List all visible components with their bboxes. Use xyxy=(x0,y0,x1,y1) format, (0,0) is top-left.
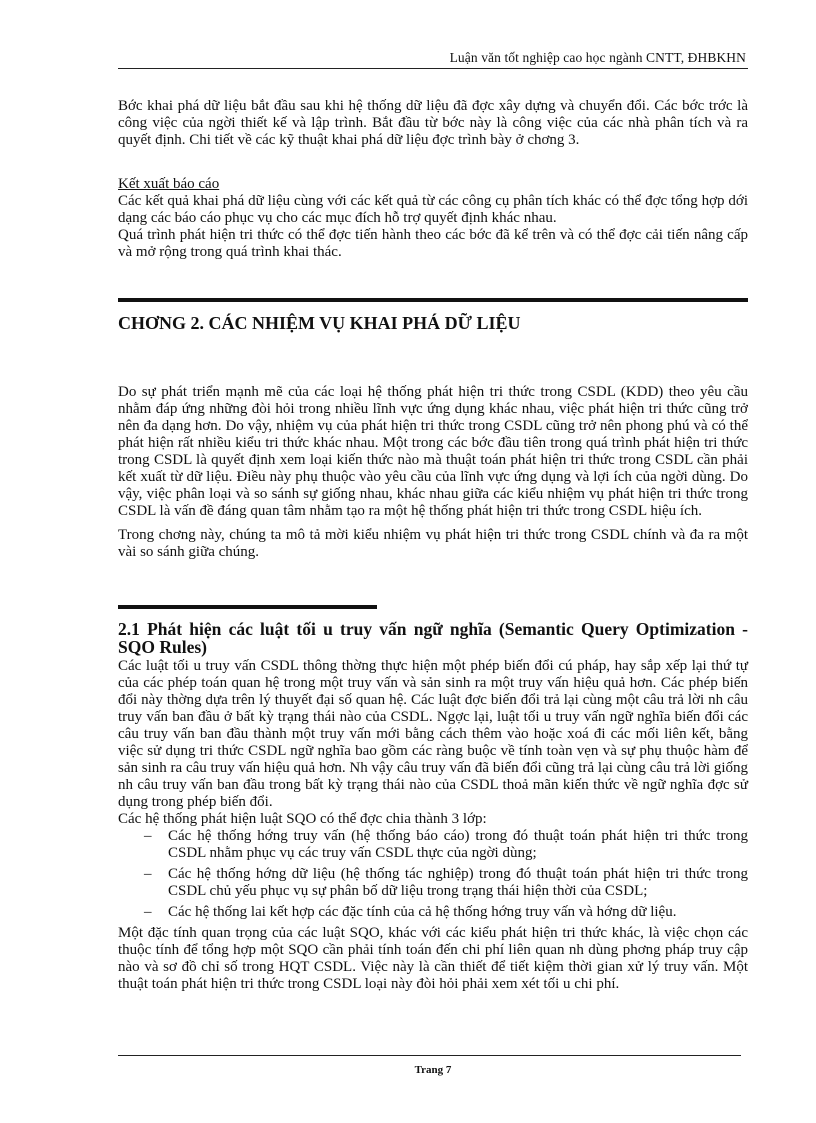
chapter-intro xyxy=(118,384,748,561)
section-title: 2.1 Phát hiện các luật tối u truy vấn ngữ nghĩa (Semantic Query Optimization - SQO Rules) xyxy=(118,619,748,657)
chapter-intro-text: Do sự phát triển mạnh mẽ của các loại hệ thống phát hiện tri thức trong CSDL (KDD) theo yêu cầu nhằm đáp ứng những đòi hỏi trong nhiều lĩnh vực ứng dụng khác nhau, việc phát hiện tri thức cũng trở nên đa dạng hơn. Do vậy, nhiệm vụ của phát hiện tri thức trong CSDL cũng trở nên phong phú và có thể phát hiện rất nhiều kiểu tri thức khác nhau. Một trong các bớc đầu tiên trong quá trình phát hiện tri thức trong CSDL là quyết định xem loại kiến thức nào mà thuật toán phát hiện tri thức trong CSDL cần phải kết xuất từ dữ liệu. Điều này phụ thuộc vào yêu cầu của lĩnh vực ứng dụng và lợi ích của ngời dùng. Do vậy, việc phân loại và so sánh sự giống nhau, khác nhau giữa các kiểu nhiệm vụ phát hiện tri thức trong CSDL là vấn đề đáng quan tâm nhằm tạo ra một hệ thống phát hiện tri thức trong CSDL hiệu ích. xyxy=(118,384,748,519)
intro-text: Bớc khai phá dữ liệu bắt đầu sau khi hệ thống dữ liệu đã đợc xây dựng và chuyển đổi. Các bớc trớc là công việc của ngời thiết kế và lập trình. Bắt đầu từ bớc này là công việc của các nhà phân tích và ra quyết định. Chi tiết về các kỹ thuật khai phá dữ liệu đợc trình bày ở chơng 3. xyxy=(118,98,748,148)
report-section xyxy=(118,176,748,261)
list-item: – Các hệ thống hớng truy vấn (hệ thống báo cáo) trong đó thuật toán phát hiện tri thức trong CSDL nhằm phục vụ các truy vấn CSDL thực của ngời dùng; xyxy=(144,828,748,861)
process-text: Quá trình phát hiện tri thức có thể đợc tiến hành theo các bớc đã kể trên và có thể đợc cải tiến nâng cấp và mở rộng trong quá trình khai thác. xyxy=(118,227,748,260)
dash-marker: – xyxy=(144,904,152,920)
report-text: Các kết quả khai phá dữ liệu cùng với các kết quả từ các công cụ phân tích khác có thể đợc tổng hợp dới dạng các báo cáo phục vụ cho các mục đích hỗ trợ quyết định khác nhau. xyxy=(118,193,748,226)
list-item: – Các hệ thống lai kết hợp các đặc tính của cả hệ thống hớng truy vấn và hớng dữ liệu. xyxy=(144,904,677,920)
footer-rule xyxy=(118,1055,741,1056)
dash-marker: – xyxy=(144,828,152,844)
intro-paragraph xyxy=(118,98,748,149)
sqo-classes-text: Các hệ thống phát hiện luật SQO có thể đợc chia thành 3 lớp: xyxy=(118,811,487,827)
header-title: Luận văn tốt nghiệp cao học ngành CNTT, ĐHBKHN xyxy=(449,50,746,65)
section-text: Các luật tối u truy vấn CSDL thông thờng thực hiện một phép biến đổi cú pháp, hay sắp xếp lại thứ tự của các phép toán quan hệ trong một truy vấn và sản sinh ra một truy vấn hiệu quả hơn. Các phép biến đổi này thờng dựa trên lý thuyết đại số quan hệ. Các luật đợc biến đổi trả lại cùng một câu trả lời nh câu truy vấn ban đầu ở bất kỳ trạng thái nào của CSDL. Ngợc lại, luật tối u truy vấn ngữ nghĩa biến đổi các câu truy vấn ban đầu thành một truy vấn mới bằng cách thêm vào hoặc xoá đi các mối liên kết, bằng việc sử dụng tri thức CSDL ngữ nghĩa bao gồm các ràng buộc về tính toàn vẹn và sự phụ thuộc hàm để sản sinh ra câu truy vấn hiệu quả hơn. Nh vậy câu truy vấn đã biến đổi cũng trả lại cùng câu trả lời giống nh câu truy vấn ban đầu trong bất kỳ trạng thái nào của CSDL thoả mãn kiến thức về ngữ nghĩa đợc sử dụng trong phép biến đổi. xyxy=(118,658,748,810)
section-body xyxy=(118,658,748,993)
list-item: – Các hệ thống hớng dữ liệu (hệ thống tác nghiệp) trong đó thuật toán phát hiện tri thức trong CSDL chủ yếu phục vụ sự phân bố dữ liệu trong trạng thái hiện thời của CSDL; xyxy=(144,866,748,899)
dash-marker: – xyxy=(144,866,152,882)
chapter-overview-text: Trong chơng này, chúng ta mô tả mời kiểu nhiệm vụ phát hiện tri thức trong CSDL chính và đa ra một vài so sánh giữa chúng. xyxy=(118,527,748,560)
page-number: Trang 7 xyxy=(414,1064,452,1076)
page-header xyxy=(118,40,748,69)
chapter-title: CHƠNG 2. CÁC NHIỆM VỤ KHAI PHÁ DỮ LIỆU xyxy=(118,313,521,333)
section-rule xyxy=(118,605,377,609)
sqo-property-text: Một đặc tính quan trọng của các luật SQO, khác với các kiểu phát hiện tri thức khác, là việc chọn các thuộc tính để tổng hợp một SQO cần phải tính toán đến chi phí liên quan nh dùng phơng pháp truy cập nào và sơ đồ chỉ số trong HQT CSDL. Việc này là cần thiết để tiết kiệm thời gian xử lý truy vấn. Một thuật toán phát hiện tri thức trong CSDL loại này đòi hỏi phải xem xét tối u chi phí. xyxy=(118,925,748,992)
sqo-class-list xyxy=(118,828,748,921)
subheading-report: Kết xuất báo cáo xyxy=(118,176,220,192)
chapter-rule xyxy=(118,298,748,302)
